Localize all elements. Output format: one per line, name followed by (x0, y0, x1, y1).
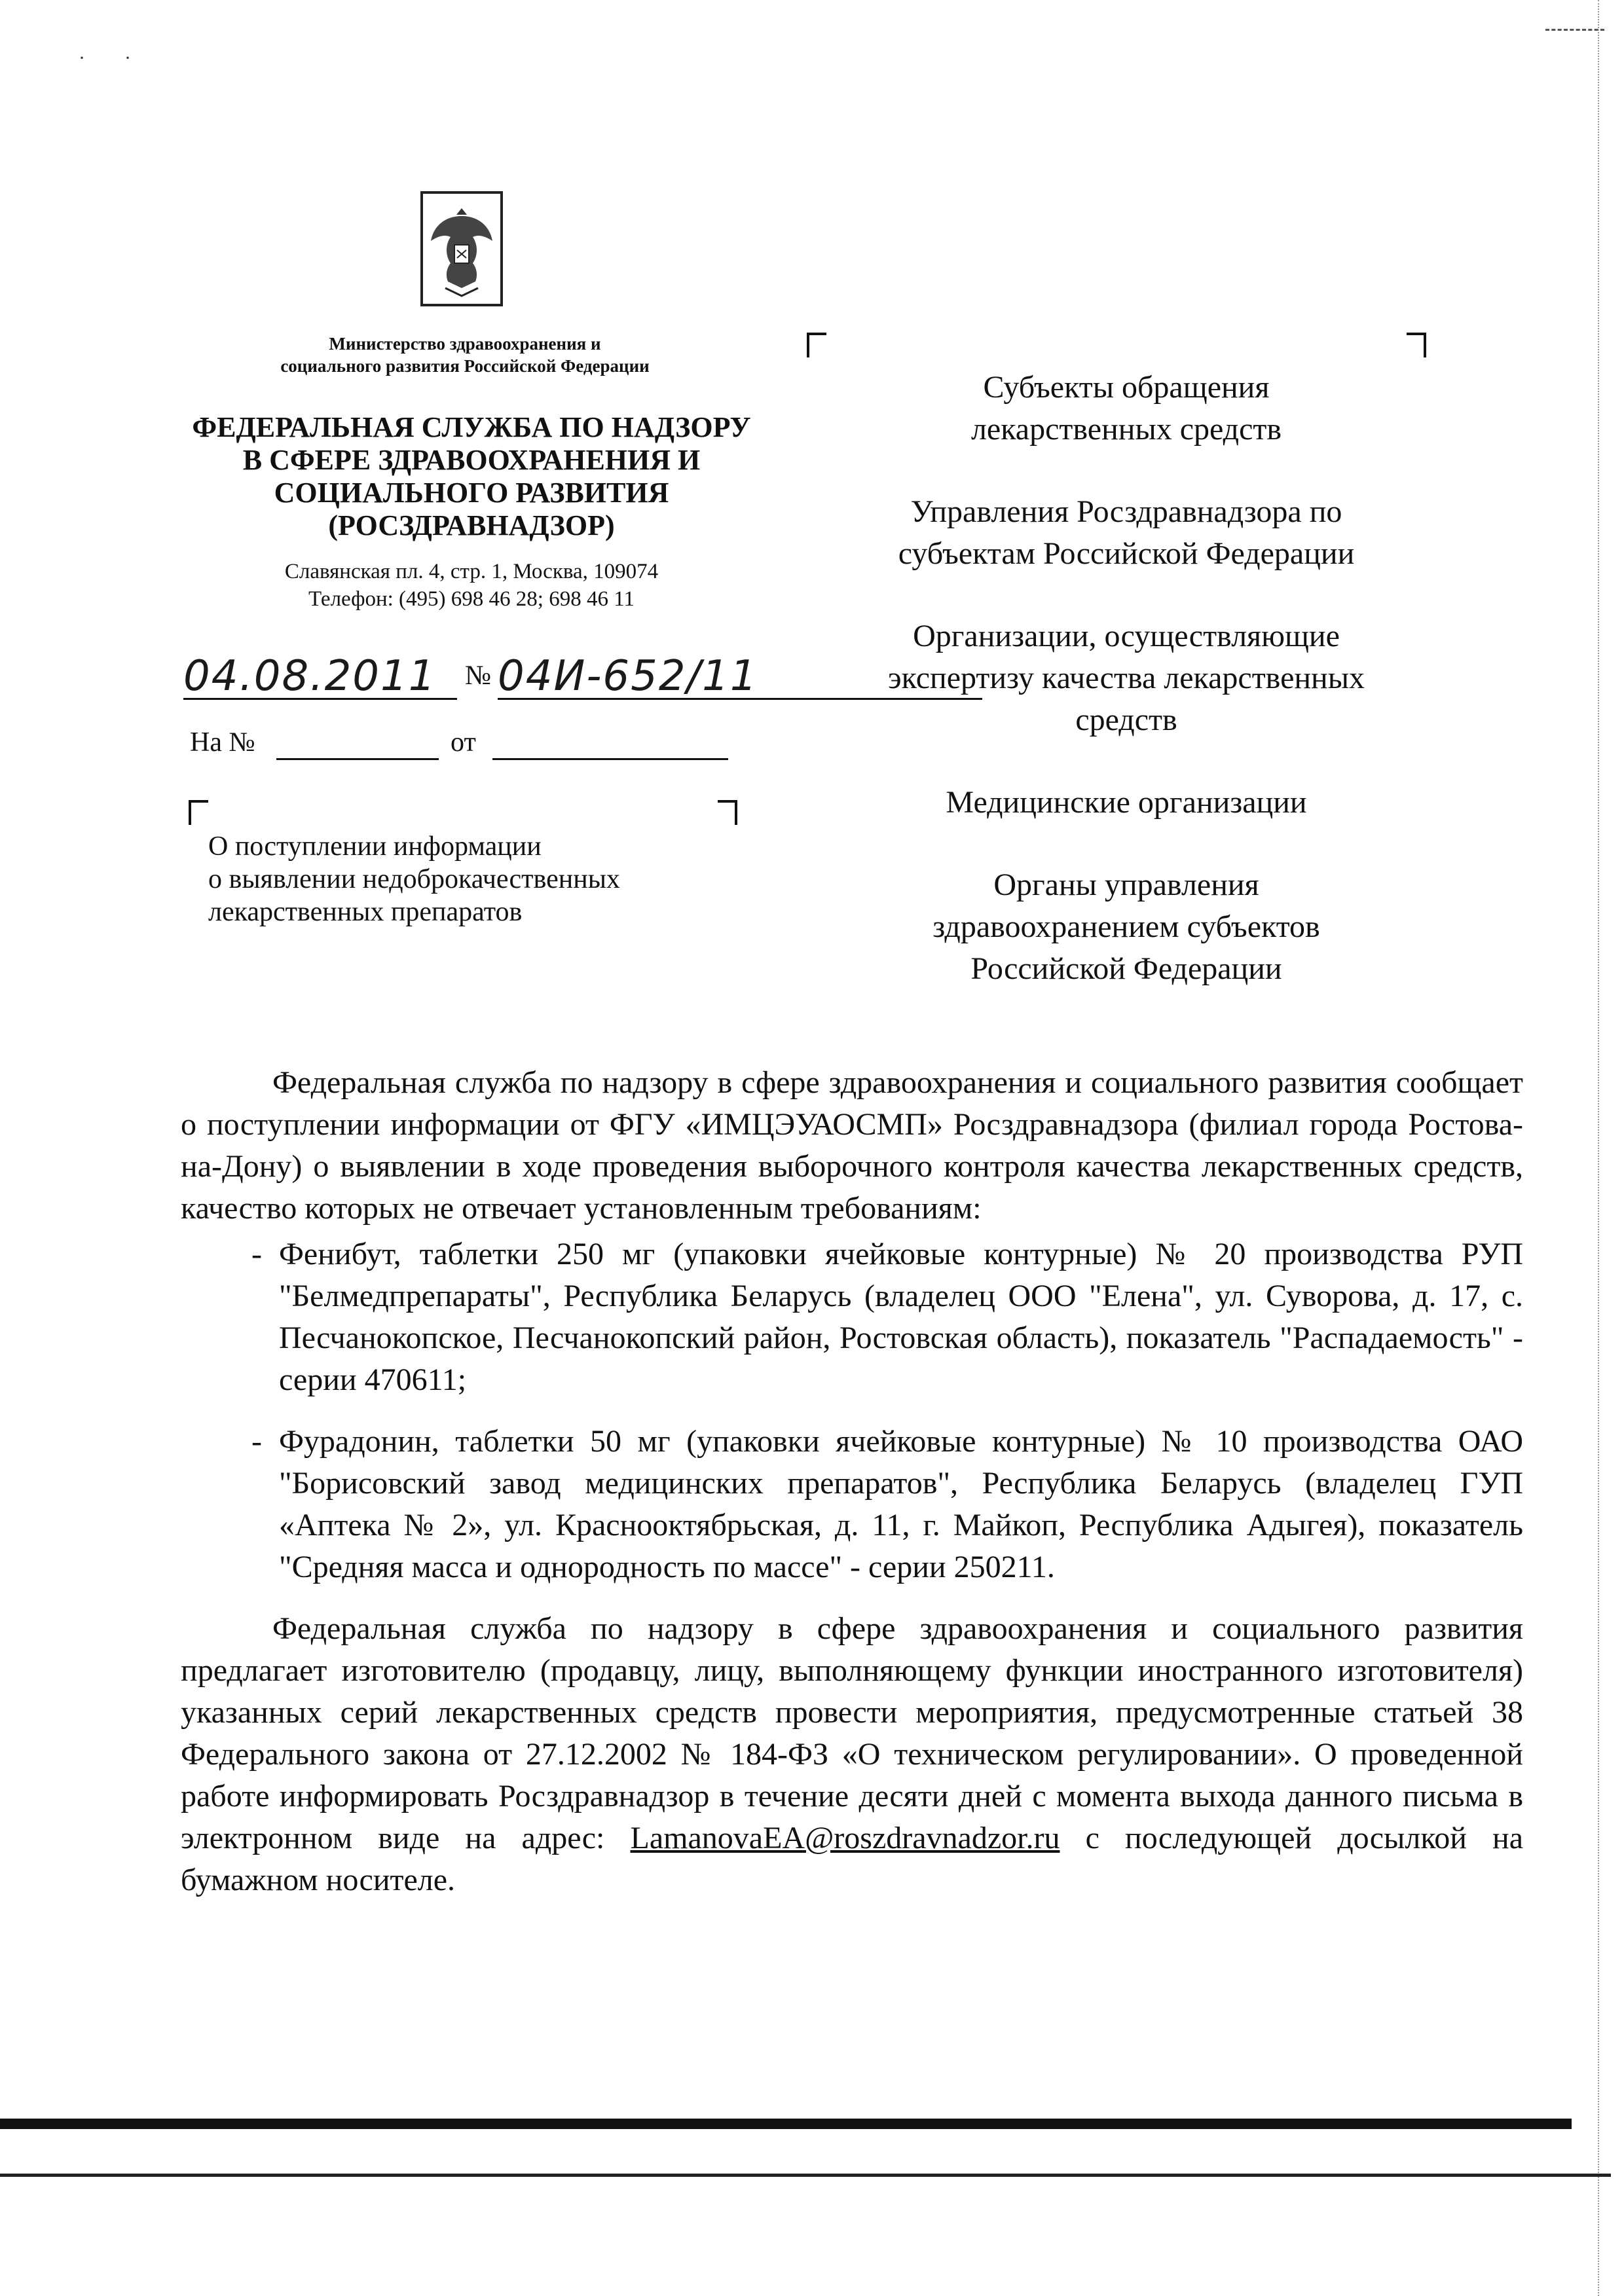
subject-line: о выявлении недоброкачественных (208, 864, 620, 894)
recipient (812, 864, 1441, 990)
reference-from-label: от (451, 727, 476, 757)
scan-bottom-bar (0, 2119, 1572, 2129)
recipients-bracket-left (807, 333, 826, 357)
service-line: ФЕДЕРАЛЬНАЯ СЛУЖБА ПО НАДЗОРУ (192, 411, 751, 443)
defective-drugs-list (181, 1233, 1523, 1588)
scan-bottom-line (0, 2174, 1611, 2177)
registration-number-label: № (465, 661, 492, 691)
ministry-name (190, 333, 740, 377)
service-line: СОЦИАЛЬНОГО РАЗВИТИЯ (274, 477, 669, 509)
recipient (812, 782, 1441, 824)
subject-line: лекарственных препаратов (208, 897, 523, 927)
scan-artifact-top-right (1545, 29, 1604, 31)
reference-number-label: На № (190, 727, 255, 757)
recipient-line: субъектам Российской Федерации (898, 536, 1355, 571)
ministry-line: Министерство здравоохранения и (329, 334, 601, 354)
service-line: (РОСЗДРАВНАДЗОР) (328, 509, 615, 541)
recipient-line: экспертизу качества лекарственных (888, 661, 1365, 695)
letter-body (181, 1062, 1523, 1901)
address-line: Славянская пл. 4, стр. 1, Москва, 109074 (284, 560, 659, 583)
registration-date: 04.08.2011 (183, 655, 457, 700)
recipient-line: Российской Федерации (970, 951, 1282, 986)
body-intro: Федеральная служба по надзору в сфере здравоохранения и социального развития сообщает о поступлении информации от ФГУ «ИМЦЭУАОСМП» Росздравнадзора (филиал города Ростова-на-Дону) о выявлении в ходе проведения выборочного контроля качества лекарственных средств, качество которых не отвечает установленным требованиям: (181, 1065, 1523, 1226)
subject-bracket-left (189, 800, 208, 825)
recipient-line: Организации, осуществляющие (913, 619, 1340, 653)
reference-line (190, 727, 753, 766)
scan-artifact-right-edge (1598, 0, 1599, 2296)
recipient-line: Субъекты обращения (983, 370, 1270, 405)
recipient (812, 615, 1441, 741)
body-closing (181, 1608, 1523, 1901)
email-link[interactable]: LamanovaEA@roszdravnadzor.ru (630, 1821, 1060, 1855)
recipient (812, 491, 1441, 575)
recipient-line: Управления Росздравнадзора по (910, 494, 1342, 529)
recipient-line: лекарственных средств (970, 412, 1282, 446)
subject-bracket-right (718, 800, 737, 825)
service-address (196, 558, 747, 613)
recipient-line: Органы управления (993, 867, 1259, 902)
recipients-block (812, 367, 1441, 1030)
scan-specks: ·· (79, 47, 170, 69)
recipient-line: средств (1075, 702, 1177, 737)
letter-subject (208, 830, 745, 928)
coat-of-arms-icon (419, 190, 504, 308)
list-item: - Фенибут, таблетки 250 мг (упаковки ячейковые контурные) № 20 производства РУП "Белмедпрепараты", Республика Беларусь (владелец ООО "Елена", ул. Суворова, д. 17, с. Песчанокопское, Песчанокопский район, Ростовская область), показатель "Распадаемость" - серии 470611; (181, 1233, 1523, 1401)
reference-date-blank (492, 758, 728, 760)
address-line: Телефон: (495) 698 46 28; 698 46 11 (308, 587, 635, 611)
registration-number: 04И-652/11 (498, 655, 982, 700)
recipients-bracket-right (1407, 333, 1426, 357)
closing-text: Федеральная служба по надзору в сфере здравоохранения и социального развития предлагает изготовителю (продавцу, лицу, выполняющему функции иностранного изготовителя) указанных серий лекарственных средств провести мероприятия, предусмотренные статьей 38 Федерального закона от 27.12.2002 № 184-ФЗ «О техническом регулировании». О проведенной работе информировать Росздравнадзор в течение десяти дней с момента выхода данного письма в электронном виде на адрес: (181, 1611, 1523, 1855)
recipient-line: Медицинские организации (946, 785, 1307, 820)
ministry-line: социального развития Российской Федерации (280, 356, 650, 376)
reference-number-blank (276, 758, 439, 760)
service-name (183, 411, 760, 542)
recipient-line: здравоохранением субъектов (932, 909, 1320, 944)
recipient (812, 367, 1441, 450)
list-item: - Фурадонин, таблетки 50 мг (упаковки ячейковые контурные) № 10 производства ОАО "Борисовский завод медицинских препаратов", Республика Беларусь (владелец ГУП «Аптека № 2», ул. Краснооктябрьская, д. 11, г. Майкоп, Республика Адыгея), показатель "Средняя масса и однородность по массе" - серии 250211. (181, 1421, 1523, 1588)
subject-line: О поступлении информации (208, 831, 542, 862)
closing-text-end: с последующей досылкой на бумажном носителе. (181, 1821, 1523, 1897)
service-line: В СФЕРЕ ЗДРАВООХРАНЕНИЯ И (242, 444, 701, 476)
